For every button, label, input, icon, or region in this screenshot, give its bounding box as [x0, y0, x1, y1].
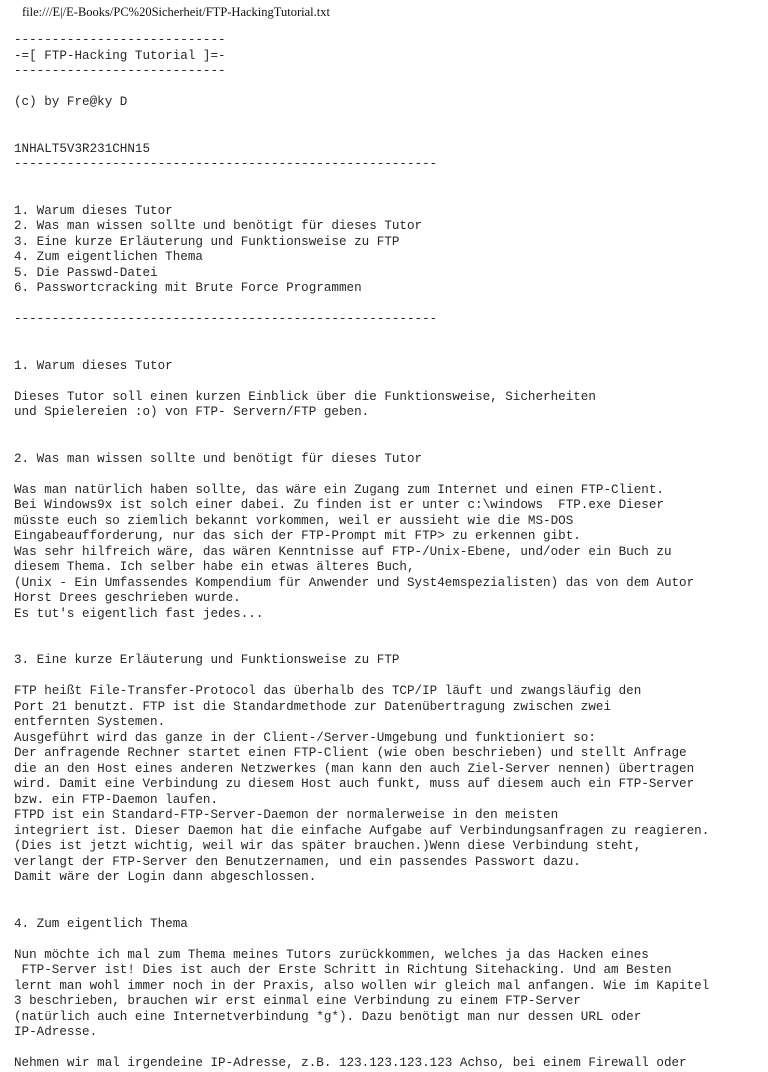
text-line	[14, 80, 764, 96]
text-line: ----------------------------	[14, 64, 226, 78]
text-line: müsste euch so ziemlich bekannt vorkommen, weil er aussieht wie die MS-DOS	[14, 513, 574, 528]
text-line: Eingabeaufforderung, nur das sich der FTP-Prompt mit FTP> zu erkennen gibt.	[14, 529, 581, 543]
document-text	[14, 33, 764, 1072]
text-line: 2. Was man wissen sollte und benötigt für dieses Tutor	[14, 451, 423, 466]
text-line	[14, 111, 764, 127]
text-line: 1. Warum dieses Tutor	[14, 358, 173, 373]
text-line: -=[ FTP-Hacking Tutorial ]=-	[14, 48, 226, 63]
text-line	[14, 638, 764, 654]
text-line: bzw. ein FTP-Daemon laufen.	[14, 792, 219, 807]
text-line: FTP-Server ist! Dies ist auch der Erste Schritt in Richtung Sitehacking. Und am Besten	[14, 963, 672, 977]
text-line	[14, 1041, 764, 1057]
text-line: lernt man wohl immer noch in der Praxis, also wollen wir gleich mal anfangen. Wie im Kapitel	[14, 978, 710, 993]
text-line: Es tut's eigentlich fast jedes...	[14, 606, 264, 621]
text-line: Was man natürlich haben sollte, das wäre ein Zugang zum Internet und einen FTP-Client.	[14, 482, 664, 497]
text-line	[14, 328, 764, 344]
text-line: integriert ist. Dieser Daemon hat die einfache Aufgabe auf Verbindungsanfragen zu reagieren.	[14, 823, 710, 838]
text-line: und Spielereien :o) von FTP- Servern/FTP geben.	[14, 405, 370, 419]
text-line	[14, 436, 764, 452]
text-line: 3. Eine kurze Erläuterung und Funktionsweise zu FTP	[14, 653, 400, 667]
text-line: Was sehr hilfreich wäre, das wären Kenntnisse auf FTP-/Unix-Ebene, und/oder ein Buch zu	[14, 544, 672, 559]
text-line: die an den Host eines anderen Netzwerkes (man kann den auch Ziel-Server nennen) übertragen	[14, 761, 695, 776]
text-line: 6. Passwortcracking mit Brute Force Programmen	[14, 281, 362, 295]
text-line: 4. Zum eigentlichen Thema	[14, 250, 203, 264]
text-line: (Dies ist jetzt wichtig, weil wir das später brauchen.)Wenn diese Verbindung steht,	[14, 839, 642, 853]
text-line: wird. Damit eine Verbindung zu diesem Host auch funkt, muss auf diesem auch ein FTP-Server	[14, 777, 695, 791]
text-line: Damit wäre der Login dann abgeschlossen.	[14, 870, 317, 884]
text-line: 5. Die Passwd-Datei	[14, 265, 158, 280]
text-line: diesem Thema. Ich selber habe ein etwas älteres Buch,	[14, 560, 415, 574]
text-line: 4. Zum eigentlich Thema	[14, 916, 188, 931]
text-line: Ausgeführt wird das ganze in der Client-/Server-Umgebung und funktioniert so:	[14, 730, 596, 745]
text-line: FTP heißt File-Transfer-Protocol das überhalb des TCP/IP läuft und zwangsläufig den	[14, 684, 642, 698]
text-line: FTPD ist ein Standard-FTP-Server-Daemon der normalerweise in den meisten	[14, 808, 559, 822]
text-line	[14, 932, 764, 948]
text-line	[14, 669, 764, 685]
text-line: IP-Adresse.	[14, 1025, 98, 1039]
text-line: 1. Warum dieses Tutor	[14, 203, 173, 218]
text-line	[14, 188, 764, 204]
text-line: (c) by Fre@ky D	[14, 95, 128, 109]
text-line	[14, 467, 764, 483]
text-line: ----------------------------	[14, 33, 226, 47]
text-line: verlangt der FTP-Server den Benutzernamen, und ein passendes Passwort dazu.	[14, 854, 581, 869]
text-line	[14, 886, 764, 902]
text-line: Nehmen wir mal irgendeine IP-Adresse, z.B. 123.123.123.123 Achso, bei einem Firewall oder	[14, 1056, 687, 1070]
file-path-header: file:///E|/E-Books/PC%20Sicherheit/FTP-HackingTutorial.txt	[22, 5, 330, 19]
text-line: (natürlich auch eine Internetverbindung *g*). Dazu benötigt man nur dessen URL oder	[14, 1009, 642, 1024]
text-line	[14, 622, 764, 638]
text-line: (Unix - Ein Umfassendes Kompendium für Anwender und Syst4emspezialisten) das von dem Autor	[14, 575, 695, 590]
text-line: Port 21 benutzt. FTP ist die Standardmethode zur Datenübertragung zwischen zwei	[14, 699, 612, 714]
text-line: Nun möchte ich mal zum Thema meines Tutors zurückkommen, welches ja das Hacken eines	[14, 947, 649, 962]
text-line: entfernten Systemen.	[14, 715, 166, 729]
text-line: --------------------------------------------------------	[14, 312, 438, 326]
text-line	[14, 343, 764, 359]
text-line	[14, 126, 764, 142]
text-line: 1NHALT5V3R231CHN15	[14, 141, 151, 156]
text-line	[14, 421, 764, 437]
text-line: 3 beschrieben, brauchen wir erst einmal eine Verbindung zu einem FTP-Server	[14, 994, 581, 1008]
text-line	[14, 374, 764, 390]
text-line: Der anfragende Rechner startet einen FTP-Client (wie oben beschrieben) und stellt Anfrage	[14, 746, 687, 760]
text-line: Horst Drees geschrieben wurde.	[14, 591, 241, 605]
text-line: 2. Was man wissen sollte und benötigt für dieses Tutor	[14, 219, 423, 233]
text-line	[14, 173, 764, 189]
text-line: --------------------------------------------------------	[14, 157, 438, 171]
text-line: Bei Windows9x ist solch einer dabei. Zu finden ist er unter c:\windows FTP.exe Dieser	[14, 498, 664, 512]
text-line: 3. Eine kurze Erläuterung und Funktionsweise zu FTP	[14, 234, 400, 249]
text-line	[14, 901, 764, 917]
text-line	[14, 297, 764, 313]
text-line: Dieses Tutor soll einen kurzen Einblick über die Funktionsweise, Sicherheiten	[14, 389, 596, 404]
